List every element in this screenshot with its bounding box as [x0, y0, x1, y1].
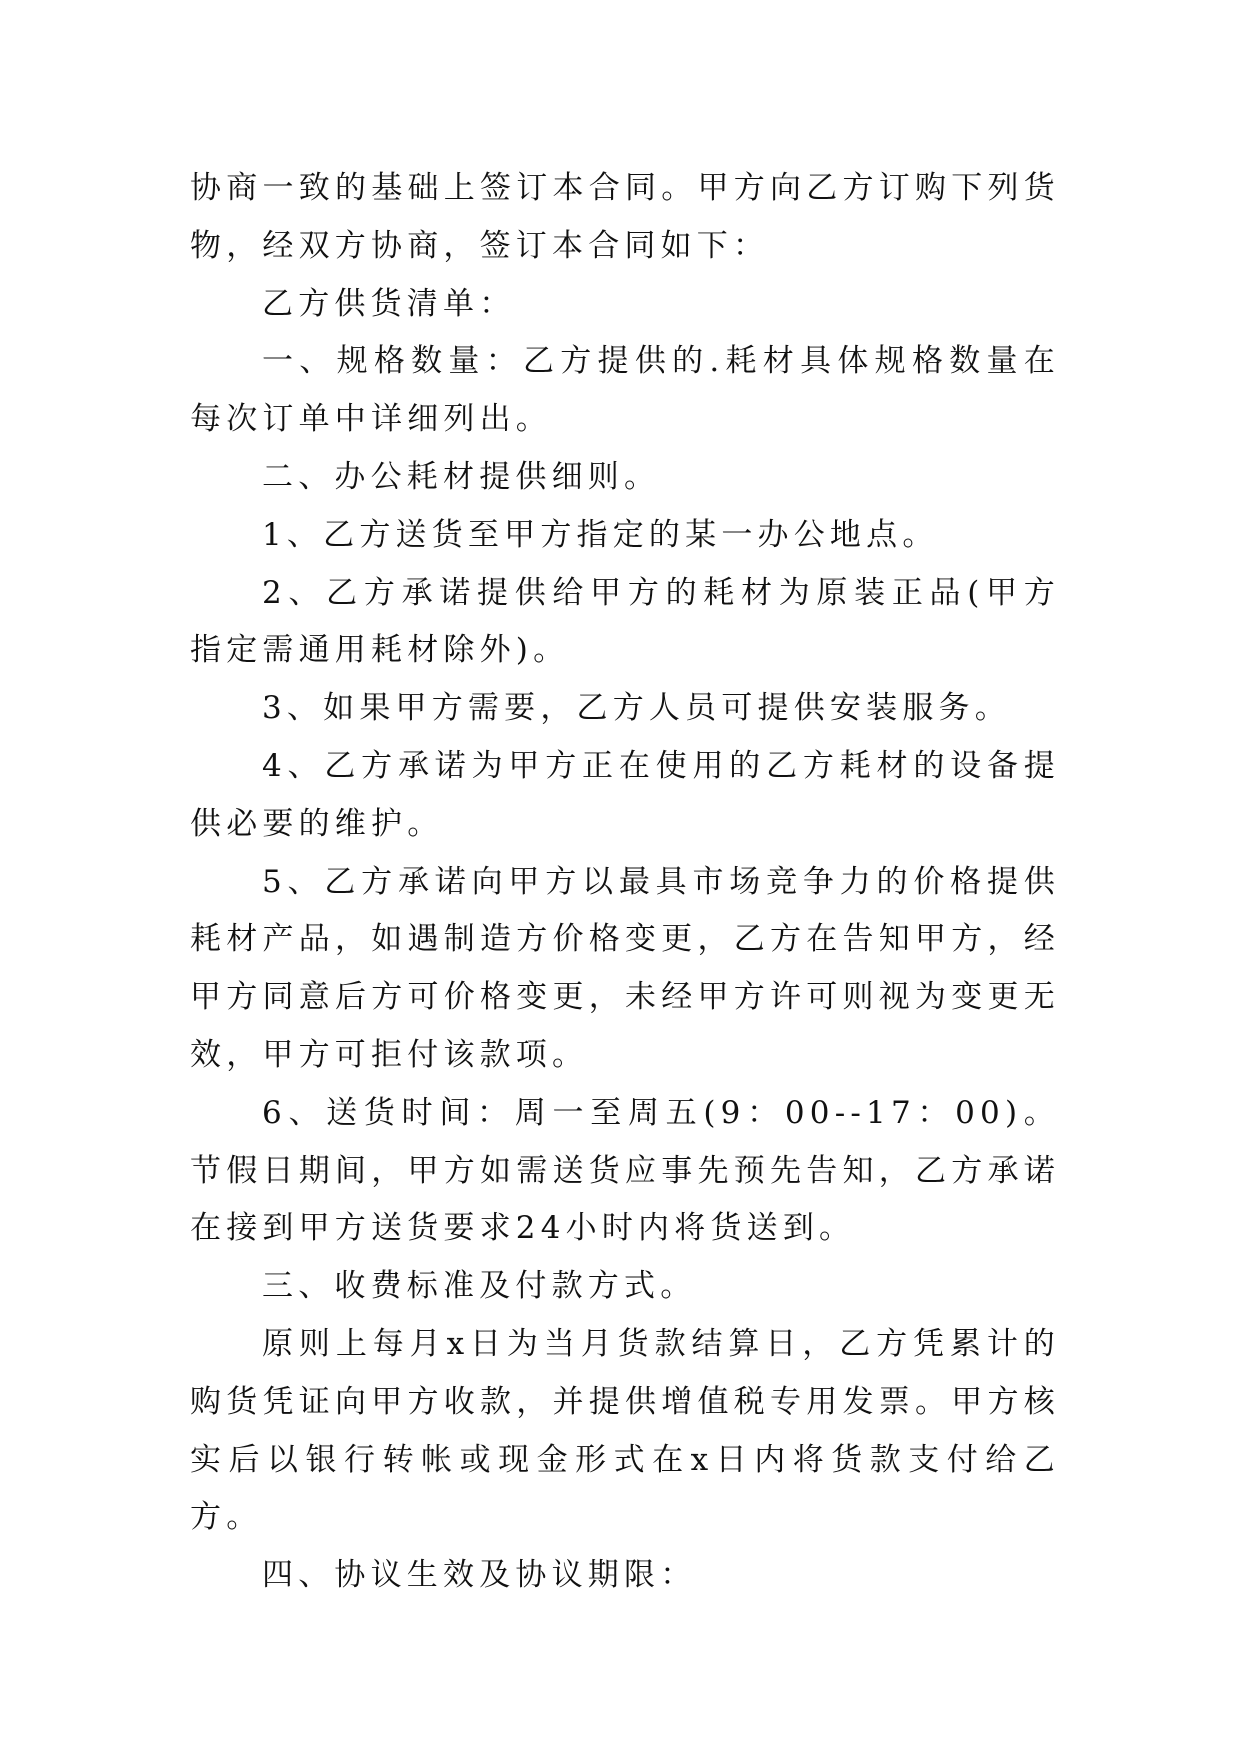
- clause-4-maintenance: 4、乙方承诺为甲方正在使用的乙方耗材的设备提供必要的维护。: [190, 747, 1060, 842]
- section-2-heading: 二、办公耗材提供细则。: [262, 458, 661, 495]
- intro-paragraph: 协商一致的基础上签订本合同。甲方向乙方订购下列货物，经双方协商，签订本合同如下：: [190, 170, 1060, 264]
- contract-body: [190, 160, 1060, 1605]
- clause-5-pricing: 5、乙方承诺向甲方以最具市场竞争力的价格提供耗材产品，如遇制造方价格变更，乙方在告知甲方，经甲方同意后方可价格变更，未经甲方许可则视为变更无效，甲方可拒付该款项。: [190, 863, 1060, 1073]
- clause-2-original-products: 2、乙方承诺提供给甲方的耗材为原装正品(甲方指定需通用耗材除外)。: [190, 574, 1060, 669]
- clause-1-delivery-location: 1、乙方送货至甲方指定的某一办公地点。: [262, 516, 939, 553]
- section-3-heading: 三、收费标准及付款方式。: [262, 1268, 697, 1305]
- section-1-spec-quantity: 一、规格数量：乙方提供的.耗材具体规格数量在每次订单中详细列出。: [190, 343, 1060, 438]
- clause-6-delivery-time: 6、送货时间：周一至周五(9：00--17：00)。节假日期间，甲方如需送货应事先预先告知，乙方承诺在接到甲方送货要求24小时内将货送到。: [190, 1094, 1060, 1247]
- payment-terms: 原则上每月x日为当月货款结算日，乙方凭累计的购货凭证向甲方收款，并提供增值税专用发票。甲方核实后以银行转帐或现金形式在x日内将货款支付给乙方。: [190, 1325, 1060, 1536]
- section-4-heading: 四、协议生效及协议期限：: [262, 1557, 697, 1594]
- supply-list-heading: 乙方供货清单：: [262, 285, 516, 322]
- clause-3-installation: 3、如果甲方需要，乙方人员可提供安装服务。: [262, 690, 1011, 727]
